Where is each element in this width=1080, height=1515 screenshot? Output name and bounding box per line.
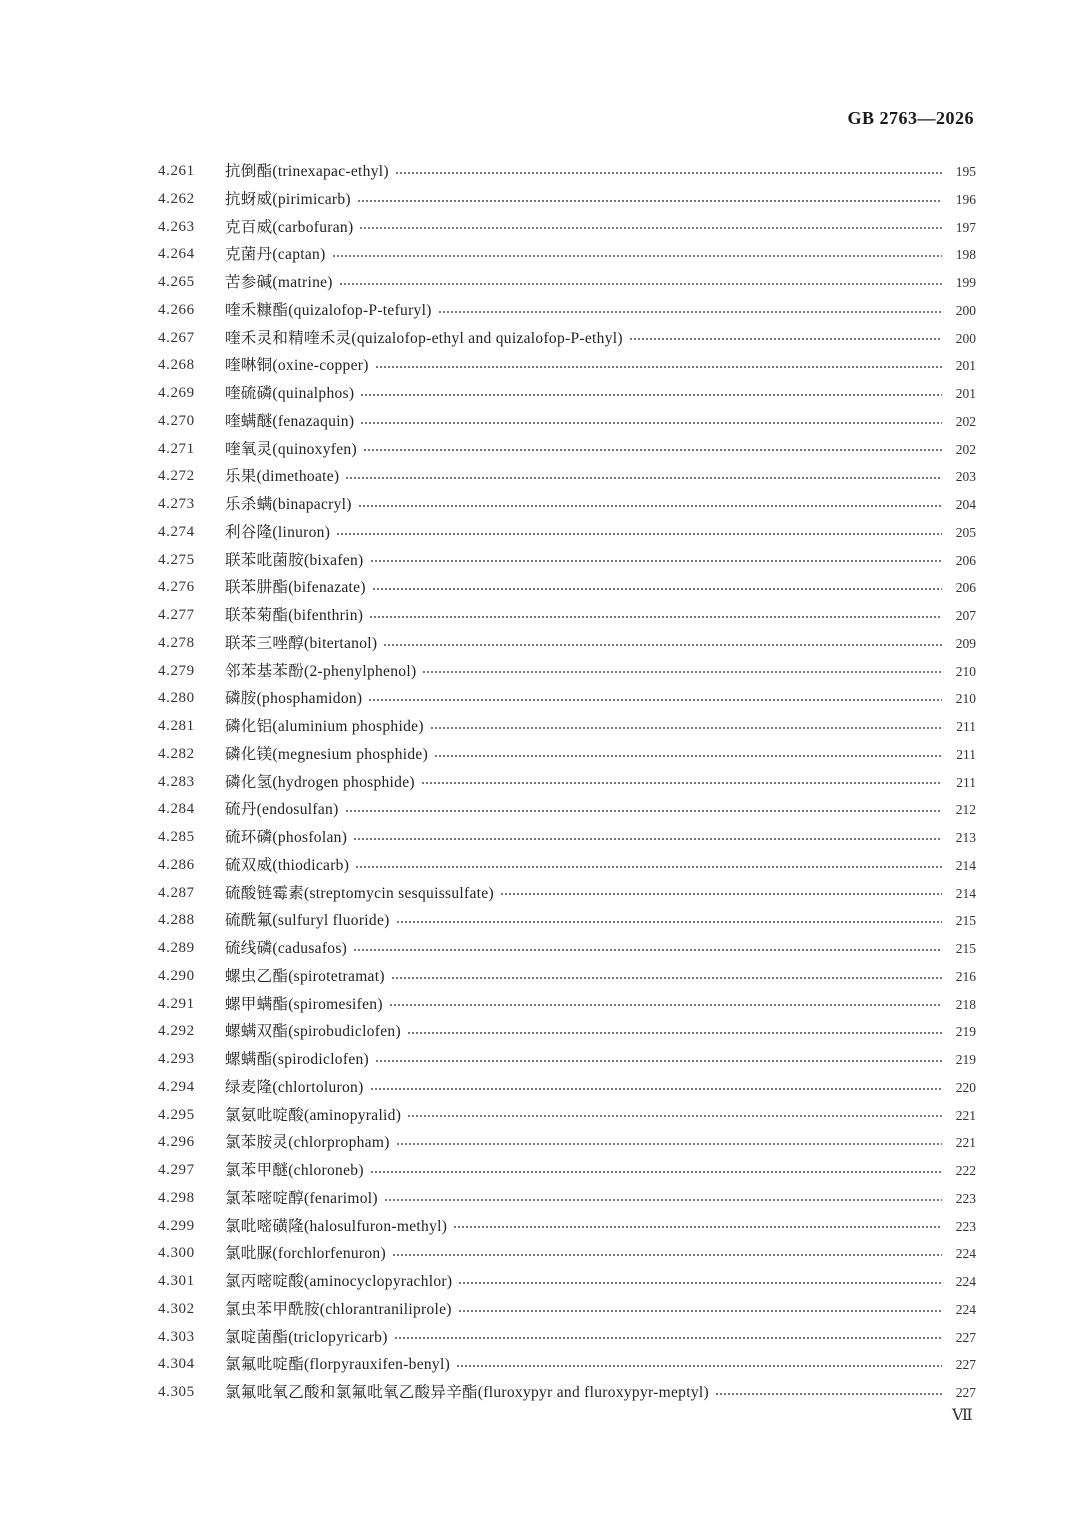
toc-entry-page: 210 xyxy=(955,691,976,707)
toc-entry[interactable] xyxy=(158,463,976,491)
toc-entry-number: 4.298 xyxy=(158,1189,195,1206)
toc-entry[interactable] xyxy=(158,880,976,908)
toc-entry-title: 氯丙嘧啶酸(aminocyclopyrachlor) xyxy=(225,1273,453,1290)
toc-entry-page: 200 xyxy=(955,302,976,318)
dot-leader xyxy=(500,893,942,895)
toc-entry-number: 4.262 xyxy=(158,190,195,207)
toc-entry-page: 215 xyxy=(955,913,976,929)
toc-entry[interactable] xyxy=(158,380,976,408)
dot-leader xyxy=(394,1337,942,1339)
dot-leader xyxy=(407,1115,942,1117)
dot-leader xyxy=(383,644,942,646)
toc-entry[interactable] xyxy=(158,1185,976,1213)
toc-entry-title: 磷化氢(hydrogen phosphide) xyxy=(225,773,415,791)
toc-entry[interactable] xyxy=(158,186,976,214)
dot-leader xyxy=(395,172,942,174)
toc-entry[interactable] xyxy=(158,574,976,602)
toc-entry-page: 196 xyxy=(955,191,976,207)
toc-entry[interactable] xyxy=(158,824,976,852)
dot-leader xyxy=(375,366,942,368)
toc-entry-page: 197 xyxy=(955,219,976,235)
dot-leader xyxy=(368,699,942,701)
toc-entry[interactable] xyxy=(158,602,976,630)
toc-entry[interactable] xyxy=(158,547,976,575)
dot-leader xyxy=(458,1282,942,1284)
toc-entry-number: 4.274 xyxy=(158,523,195,540)
toc-entry-number: 4.284 xyxy=(158,801,195,818)
toc-entry-page: 201 xyxy=(955,386,976,401)
toc-entry-title: 氯氟吡氧乙酸和氯氟吡氧乙酸异辛酯(fluroxypyr and fluroxypyr-meptyl) xyxy=(225,1384,709,1401)
toc-entry-title: 喹啉铜(oxine-copper) xyxy=(225,357,369,375)
toc-entry-number: 4.295 xyxy=(158,1106,195,1123)
toc-entry-page: 220 xyxy=(955,1079,976,1095)
toc-entry-number: 4.299 xyxy=(158,1217,195,1234)
dot-leader xyxy=(458,1310,942,1312)
dot-leader xyxy=(422,671,942,673)
dot-leader xyxy=(360,394,942,396)
toc-entry-number: 4.285 xyxy=(158,829,195,845)
toc-entry-number: 4.303 xyxy=(158,1328,195,1345)
toc-entry-page: 195 xyxy=(955,164,976,179)
toc-entry[interactable] xyxy=(158,1268,976,1296)
toc-entry-number: 4.282 xyxy=(158,745,195,762)
toc-entry-title: 克百威(carbofuran) xyxy=(225,218,354,236)
dot-leader xyxy=(372,588,942,590)
toc-entry[interactable] xyxy=(158,852,976,880)
toc-entry-page: 222 xyxy=(955,1163,976,1178)
toc-entry-title: 喹螨醚(fenazaquin) xyxy=(225,412,355,430)
toc-entry[interactable] xyxy=(158,1018,976,1046)
toc-entry[interactable] xyxy=(158,325,976,353)
dot-leader xyxy=(353,838,942,840)
toc-entry-number: 4.291 xyxy=(158,995,195,1012)
toc-entry-number: 4.287 xyxy=(158,884,195,901)
toc-entry-number: 4.304 xyxy=(158,1356,195,1373)
toc-entry-page: 224 xyxy=(955,1274,976,1289)
toc-entry-number: 4.297 xyxy=(158,1162,195,1178)
toc-entry-page: 211 xyxy=(956,774,976,790)
toc-entry[interactable] xyxy=(158,1379,976,1407)
toc-entry-number: 4.267 xyxy=(158,329,195,346)
toc-entry-title: 氯苯甲醚(chloroneb) xyxy=(225,1162,364,1179)
toc-entry-page: 223 xyxy=(955,1190,976,1206)
toc-entry[interactable] xyxy=(158,963,976,991)
toc-entry-title: 联苯三唑醇(bitertanol) xyxy=(225,634,378,652)
dot-leader xyxy=(358,505,942,507)
toc-entry-number: 4.293 xyxy=(158,1051,195,1067)
toc-entry[interactable] xyxy=(158,935,976,963)
toc-entry[interactable] xyxy=(158,741,976,769)
dot-leader xyxy=(332,255,942,257)
toc-entry-title: 联苯肼酯(bifenazate) xyxy=(225,579,366,597)
toc-entry-page: 210 xyxy=(955,663,976,679)
toc-entry-title: 氯啶菌酯(triclopyricarb) xyxy=(225,1328,388,1346)
toc-entry-title: 喹硫磷(quinalphos) xyxy=(225,385,355,402)
toc-entry[interactable] xyxy=(158,297,976,325)
toc-entry-number: 4.300 xyxy=(158,1245,195,1262)
toc-entry-page: 200 xyxy=(955,330,976,346)
toc-entry-title: 硫酰氟(sulfuryl fluoride) xyxy=(225,912,390,930)
toc-entry-page: 224 xyxy=(955,1301,976,1317)
toc-entry-page: 211 xyxy=(956,746,976,762)
dot-leader xyxy=(396,1143,942,1145)
toc-entry[interactable] xyxy=(158,1102,976,1130)
toc-entry-number: 4.272 xyxy=(158,468,195,485)
dot-leader xyxy=(370,1171,942,1173)
toc-entry-number: 4.280 xyxy=(158,690,195,707)
toc-entry-number: 4.277 xyxy=(158,607,195,623)
dot-leader xyxy=(456,1365,942,1367)
dot-leader xyxy=(370,1088,942,1090)
toc-entry-number: 4.305 xyxy=(158,1384,195,1400)
toc-entry-page: 219 xyxy=(955,1024,976,1040)
toc-entry[interactable] xyxy=(158,991,976,1019)
toc-entry[interactable] xyxy=(158,1129,976,1157)
toc-entry-number: 4.263 xyxy=(158,218,195,235)
toc-entry-page: 207 xyxy=(955,608,976,623)
toc-entry-number: 4.283 xyxy=(158,773,195,790)
toc-entry-title: 氯吡嘧磺隆(halosulfuron-methyl) xyxy=(225,1217,448,1235)
toc-entry-page: 227 xyxy=(955,1357,976,1373)
dot-leader xyxy=(629,338,942,340)
toc-entry-number: 4.278 xyxy=(158,634,195,651)
toc-entry[interactable] xyxy=(158,436,976,464)
dot-leader xyxy=(370,560,942,562)
dot-leader xyxy=(336,533,942,535)
toc-entry-page: 219 xyxy=(955,1052,976,1067)
toc-entry[interactable] xyxy=(158,408,976,436)
dot-leader xyxy=(375,1060,942,1062)
page-folio: Ⅶ xyxy=(952,1407,973,1424)
toc-entry-title: 硫线磷(cadusafos) xyxy=(225,940,348,957)
toc-entry-page: 203 xyxy=(955,469,976,485)
toc-entry[interactable] xyxy=(158,214,976,242)
toc-entry-title: 乐杀螨(binapacryl) xyxy=(225,496,352,513)
toc-entry-title: 磷化镁(megnesium phosphide) xyxy=(225,745,429,763)
dot-leader xyxy=(421,782,942,784)
toc-entry[interactable] xyxy=(158,269,976,297)
toc-entry-number: 4.281 xyxy=(158,718,195,734)
toc-entry[interactable] xyxy=(158,519,976,547)
toc-entry-number: 4.288 xyxy=(158,912,195,929)
toc-entry-title: 硫丹(endosulfan) xyxy=(225,801,339,819)
toc-entry[interactable] xyxy=(158,658,976,686)
toc-entry[interactable] xyxy=(158,1046,976,1074)
dot-leader xyxy=(407,1032,942,1034)
toc-entry-page: 206 xyxy=(955,552,976,568)
toc-entry-number: 4.273 xyxy=(158,496,195,512)
toc-entry-title: 喹禾糠酯(quizalofop-P-tefuryl) xyxy=(225,301,432,319)
toc-entry-title: 硫环磷(phosfolan) xyxy=(225,829,348,846)
dot-leader xyxy=(369,616,942,618)
toc-entry-title: 磷化铝(aluminium phosphide) xyxy=(225,718,424,735)
dot-leader xyxy=(345,810,942,812)
toc-entry-page: 198 xyxy=(955,247,976,263)
toc-entry-number: 4.296 xyxy=(158,1134,195,1151)
dot-leader xyxy=(391,977,942,979)
toc-entry[interactable] xyxy=(158,158,976,186)
toc-entry[interactable] xyxy=(158,907,976,935)
toc-entry-page: 227 xyxy=(955,1329,976,1345)
table-of-contents xyxy=(158,158,976,1407)
toc-entry-title: 联苯菊酯(bifenthrin) xyxy=(225,607,364,624)
toc-entry-title: 抗蚜威(pirimicarb) xyxy=(225,190,351,208)
toc-entry-title: 氯苯嘧啶醇(fenarimol) xyxy=(225,1189,378,1207)
toc-entry[interactable] xyxy=(158,1351,976,1379)
toc-entry-number: 4.268 xyxy=(158,357,195,374)
toc-entry-number: 4.301 xyxy=(158,1273,195,1289)
toc-entry-title: 磷胺(phosphamidon) xyxy=(225,690,363,708)
dot-leader xyxy=(384,1199,942,1201)
toc-entry-title: 邻苯基苯酚(2-phenylphenol) xyxy=(225,662,417,680)
toc-entry[interactable] xyxy=(158,352,976,380)
dot-leader xyxy=(438,311,942,313)
dot-leader xyxy=(715,1393,942,1395)
toc-entry-title: 氯氨吡啶酸(aminopyralid) xyxy=(225,1106,402,1124)
toc-entry-number: 4.271 xyxy=(158,440,195,457)
toc-entry-page: 221 xyxy=(955,1107,976,1123)
toc-entry-title: 螺虫乙酯(spirotetramat) xyxy=(225,967,385,985)
toc-entry-page: 214 xyxy=(955,885,976,901)
toc-entry-page: 202 xyxy=(955,441,976,457)
toc-entry-page: 212 xyxy=(955,802,976,818)
toc-entry[interactable] xyxy=(158,241,976,269)
toc-entry-title: 螺甲螨酯(spiromesifen) xyxy=(225,995,383,1013)
toc-entry-title: 硫酸链霉素(streptomycin sesquissulfate) xyxy=(225,884,494,902)
toc-entry[interactable] xyxy=(158,685,976,713)
dot-leader xyxy=(355,866,942,868)
toc-entry-number: 4.289 xyxy=(158,940,195,956)
toc-entry-page: 206 xyxy=(955,580,976,596)
toc-entry-number: 4.286 xyxy=(158,856,195,873)
toc-entry-number: 4.275 xyxy=(158,551,195,568)
toc-entry-page: 215 xyxy=(955,941,976,956)
toc-entry-number: 4.290 xyxy=(158,967,195,984)
toc-entry-title: 联苯吡菌胺(bixafen) xyxy=(225,551,364,569)
toc-entry-number: 4.265 xyxy=(158,274,195,290)
toc-entry-page: 201 xyxy=(955,358,976,374)
toc-entry-number: 4.261 xyxy=(158,163,195,179)
toc-entry-title: 抗倒酯(trinexapac-ethyl) xyxy=(225,163,389,180)
dot-leader xyxy=(434,755,942,757)
toc-entry-number: 4.264 xyxy=(158,246,195,263)
toc-entry-number: 4.292 xyxy=(158,1023,195,1040)
toc-entry-page: 218 xyxy=(955,996,976,1012)
dot-leader xyxy=(360,422,942,424)
dot-leader xyxy=(353,949,942,951)
toc-entry-page: 204 xyxy=(955,497,976,512)
toc-entry-title: 氯虫苯甲酰胺(chlorantraniliprole) xyxy=(225,1300,452,1318)
toc-entry-page: 213 xyxy=(955,830,976,845)
toc-entry-page: 211 xyxy=(956,719,976,734)
dot-leader xyxy=(345,477,942,479)
toc-entry[interactable] xyxy=(158,1240,976,1268)
toc-entry-title: 喹禾灵和精喹禾灵(quizalofop-ethyl and quizalofop-P-ethyl) xyxy=(225,329,623,347)
toc-entry-title: 螺螨酯(spirodiclofen) xyxy=(225,1051,370,1068)
toc-entry-page: 221 xyxy=(955,1135,976,1151)
toc-entry[interactable] xyxy=(158,1157,976,1185)
toc-entry-number: 4.276 xyxy=(158,579,195,596)
toc-entry-number: 4.270 xyxy=(158,412,195,429)
toc-entry-page: 224 xyxy=(955,1246,976,1262)
standard-number: GB 2763—2026 xyxy=(847,108,974,128)
toc-entry-title: 苦参碱(matrine) xyxy=(225,274,333,291)
toc-entry-title: 硫双威(thiodicarb) xyxy=(225,856,350,874)
toc-entry-page: 205 xyxy=(955,524,976,540)
toc-entry[interactable] xyxy=(158,796,976,824)
dot-leader xyxy=(396,921,942,923)
toc-entry-page: 216 xyxy=(955,968,976,984)
toc-entry-title: 氯苯胺灵(chlorpropham) xyxy=(225,1134,390,1152)
dot-leader xyxy=(430,727,942,729)
toc-entry[interactable] xyxy=(158,769,976,797)
toc-entry-title: 喹氧灵(quinoxyfen) xyxy=(225,440,357,458)
dot-leader xyxy=(389,1004,942,1006)
toc-entry[interactable] xyxy=(158,1213,976,1241)
toc-entry-page: 214 xyxy=(955,857,976,873)
toc-entry[interactable] xyxy=(158,1074,976,1102)
toc-entry-title: 乐果(dimethoate) xyxy=(225,468,340,486)
toc-entry-title: 克菌丹(captan) xyxy=(225,246,326,264)
toc-entry[interactable] xyxy=(158,713,976,741)
toc-entry-title: 氯氟吡啶酯(florpyrauxifen-benyl) xyxy=(225,1356,451,1374)
toc-entry-title: 绿麦隆(chlortoluron) xyxy=(225,1078,364,1096)
toc-entry[interactable] xyxy=(158,630,976,658)
toc-entry[interactable] xyxy=(158,1324,976,1352)
toc-entry-title: 螺螨双酯(spirobudiclofen) xyxy=(225,1023,401,1041)
toc-entry-title: 氯吡脲(forchlorfenuron) xyxy=(225,1245,386,1263)
dot-leader xyxy=(339,283,942,285)
toc-entry-number: 4.279 xyxy=(158,662,195,679)
toc-entry-page: 223 xyxy=(955,1218,976,1234)
dot-leader xyxy=(357,200,942,202)
toc-entry-number: 4.266 xyxy=(158,301,195,318)
toc-entry-number: 4.269 xyxy=(158,385,195,401)
toc-entry-page: 199 xyxy=(955,275,976,290)
dot-leader xyxy=(359,227,942,229)
toc-entry-page: 202 xyxy=(955,413,976,429)
dot-leader xyxy=(392,1254,942,1256)
toc-entry-number: 4.302 xyxy=(158,1300,195,1317)
toc-entry-page: 227 xyxy=(955,1385,976,1400)
toc-entry-number: 4.294 xyxy=(158,1078,195,1095)
dot-leader xyxy=(453,1226,942,1228)
toc-entry-page: 209 xyxy=(955,635,976,651)
dot-leader xyxy=(363,449,942,451)
toc-entry[interactable] xyxy=(158,491,976,519)
toc-entry[interactable] xyxy=(158,1296,976,1324)
toc-entry-title: 利谷隆(linuron) xyxy=(225,523,331,541)
